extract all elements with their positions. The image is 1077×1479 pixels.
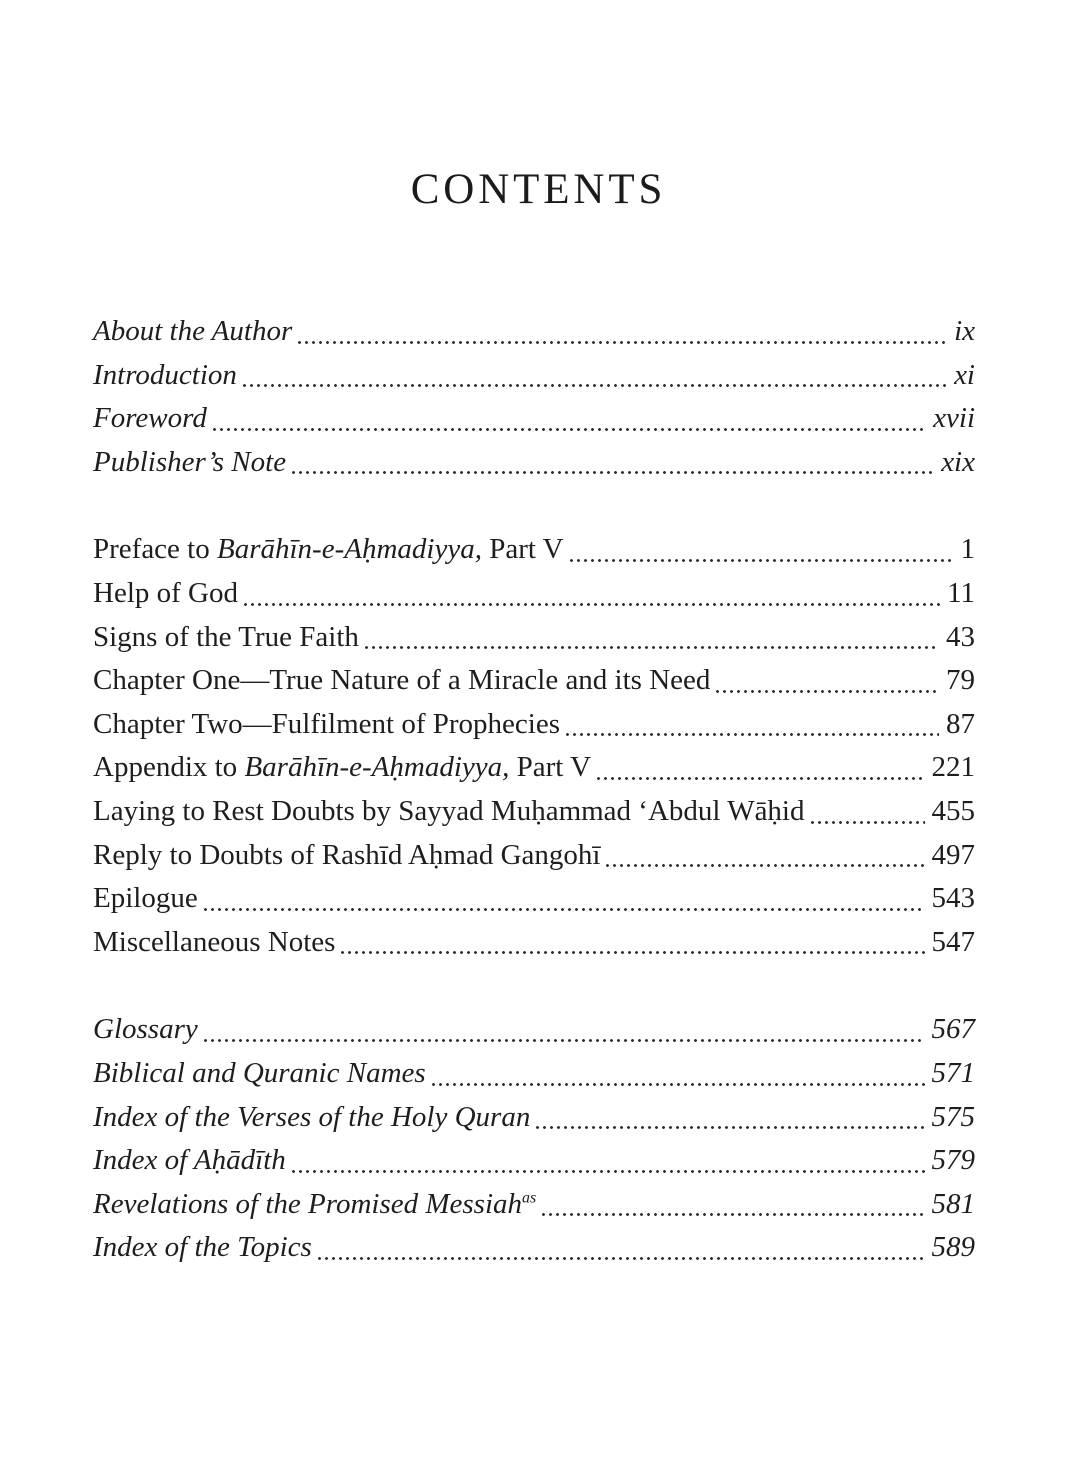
dot-leader <box>341 951 924 954</box>
dot-leader <box>570 559 954 562</box>
toc-entry <box>93 746 975 790</box>
toc-entry-page: 455 <box>931 794 975 827</box>
dot-leader <box>204 1039 925 1042</box>
dot-leader <box>536 1126 924 1129</box>
toc-entry <box>93 1008 975 1052</box>
toc-entry-label: Chapter One—True Nature of a Miracle and its Need <box>93 664 711 697</box>
dot-leader <box>365 646 939 649</box>
toc-entry-page: xvii <box>933 402 975 435</box>
toc-entry-page: ix <box>954 315 975 347</box>
toc-entry-label: Publisher’s Note <box>93 445 287 478</box>
toc-entry <box>93 877 975 921</box>
toc-entry-label: Foreword <box>93 402 207 435</box>
toc-entry-label: Help of God <box>93 576 238 609</box>
dot-leader <box>597 777 924 780</box>
toc <box>93 310 975 1270</box>
toc-entry <box>93 310 975 354</box>
toc-entry-label: Miscellaneous Notes <box>93 925 336 958</box>
toc-entry-page: 1 <box>960 533 975 566</box>
toc-entry <box>93 834 975 878</box>
toc-entry-page: 543 <box>931 882 975 915</box>
toc-entry <box>93 397 975 441</box>
toc-section-back-matter <box>93 1008 975 1270</box>
toc-entry-page: 87 <box>946 707 975 740</box>
toc-entry <box>93 441 975 485</box>
toc-entry-label: Signs of the True Faith <box>93 620 359 653</box>
toc-entry-page: xix <box>941 445 975 478</box>
toc-entry-label: Chapter Two—Fulfilment of Prophecies <box>93 707 561 740</box>
toc-entry-label: Reply to Doubts of Rashīd Aḥmad Gangohī <box>93 838 601 871</box>
toc-entry-page: 79 <box>946 664 975 697</box>
dot-leader <box>292 471 934 474</box>
dot-leader <box>244 603 940 606</box>
toc-entry <box>93 354 975 398</box>
dot-leader <box>432 1083 925 1086</box>
toc-entry <box>93 703 975 747</box>
dot-leader <box>542 1213 924 1216</box>
toc-entry <box>93 921 975 965</box>
toc-entry <box>93 1226 975 1270</box>
toc-entry-page: 43 <box>946 620 975 653</box>
toc-entry <box>93 1139 975 1183</box>
toc-entry-label: About the Author <box>93 315 293 347</box>
toc-section-front-matter <box>93 310 975 484</box>
dot-leader <box>298 341 947 344</box>
toc-entry-page: 581 <box>931 1187 975 1220</box>
dot-leader <box>204 908 925 911</box>
toc-entry-label: Index of Aḥādīth <box>93 1144 286 1177</box>
toc-entry-page: xi <box>954 358 975 391</box>
toc-entry-page: 571 <box>931 1056 975 1089</box>
toc-entry-label: Introduction <box>93 358 237 391</box>
dot-leader <box>566 733 939 736</box>
toc-entry-page: 11 <box>947 576 975 609</box>
toc-entry <box>93 790 975 834</box>
toc-entry <box>93 1183 975 1227</box>
dot-leader <box>292 1170 925 1173</box>
toc-section-main-body <box>93 528 975 964</box>
toc-entry-label: Preface to Barāhīn-e-Aḥmadiyya, Part V <box>93 533 564 566</box>
toc-entry <box>93 616 975 660</box>
toc-entry <box>93 1096 975 1140</box>
toc-entry-label: Biblical and Quranic Names <box>93 1056 426 1089</box>
toc-entry-label: Glossary <box>93 1013 198 1046</box>
toc-entry-page: 567 <box>931 1013 975 1046</box>
toc-entry-label: Epilogue <box>93 882 198 915</box>
toc-entry-label: Revelations of the Promised Messiah$^{as}$ <box>93 1187 537 1220</box>
dot-leader <box>811 821 925 824</box>
toc-entry-label: Appendix to Barāhīn-e-Aḥmadiyya, Part V <box>93 751 592 784</box>
dot-leader <box>243 384 947 387</box>
toc-entry <box>93 1052 975 1096</box>
toc-entry-label: Laying to Rest Doubts by Sayyad Muḥammad ‘Abdul Wāḥid <box>93 794 805 827</box>
toc-entry-page: 547 <box>931 925 975 958</box>
superscript-annotation: as <box>522 1189 537 1207</box>
dot-leader <box>606 864 924 867</box>
toc-entry-label: Index of the Topics <box>93 1231 312 1264</box>
toc-entry-page: 221 <box>931 751 975 784</box>
toc-entry-page: 579 <box>931 1144 975 1177</box>
toc-entry-page: 497 <box>931 838 975 871</box>
toc-entry <box>93 528 975 572</box>
dot-leader <box>213 428 926 431</box>
dot-leader <box>716 690 939 693</box>
dot-leader <box>318 1257 925 1260</box>
toc-entry <box>93 572 975 616</box>
toc-entry-page: 575 <box>931 1100 975 1133</box>
page-title: CONTENTS <box>410 166 667 213</box>
toc-entry-page: 589 <box>931 1231 975 1264</box>
toc-entry <box>93 659 975 703</box>
toc-entry-label: Index of the Verses of the Holy Quran <box>93 1100 531 1133</box>
